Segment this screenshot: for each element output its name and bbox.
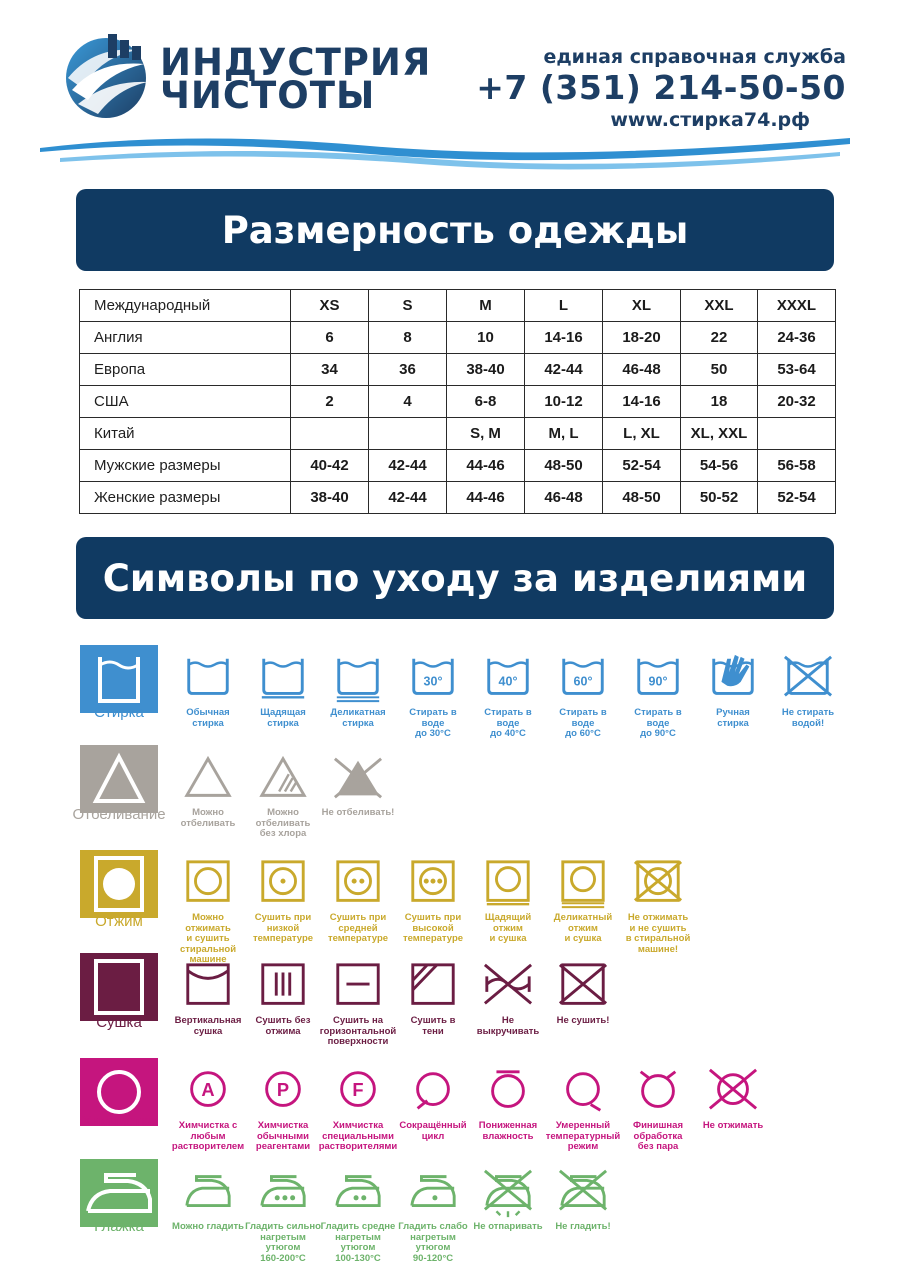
circle-top-bar-icon bbox=[482, 1066, 534, 1118]
size-cell: 46-48 bbox=[603, 354, 681, 386]
iron-two-dots-icon bbox=[332, 1167, 384, 1219]
size-row-label: Европа bbox=[80, 354, 291, 386]
care-symbol-caption: Не отпаривать bbox=[473, 1221, 543, 1232]
size-cell bbox=[369, 418, 447, 450]
size-cell: 48-50 bbox=[603, 482, 681, 514]
care-category-label: Глажка bbox=[94, 1218, 144, 1235]
care-symbol bbox=[468, 653, 548, 740]
care-symbol-caption: Сушить без отжима bbox=[255, 1015, 311, 1037]
care-category-1-icon bbox=[80, 745, 158, 813]
care-symbol bbox=[243, 1066, 323, 1153]
svg-text:30°: 30° bbox=[423, 674, 443, 689]
care-symbol-caption: Обычная стирка bbox=[186, 707, 230, 729]
company-name-line2: ЧИСТОТЫ bbox=[160, 74, 376, 117]
size-cell: 42-44 bbox=[525, 354, 603, 386]
circle-f-icon bbox=[332, 1066, 384, 1118]
care-symbol bbox=[318, 1167, 398, 1264]
size-row-label: Женские размеры bbox=[80, 482, 291, 514]
svg-text:60°: 60° bbox=[573, 674, 593, 689]
square-curve-icon bbox=[182, 961, 234, 1013]
size-row-label: Китай bbox=[80, 418, 291, 450]
care-symbol-caption: Не отбеливать! bbox=[321, 807, 395, 818]
size-cell: 50-52 bbox=[681, 482, 758, 514]
care-symbol-caption: Химчистка с любым растворителем bbox=[171, 1120, 245, 1152]
company-logo-icon bbox=[58, 30, 156, 122]
care-symbol-caption: Гладить сильно нагретым утюгом 160-200°С bbox=[245, 1221, 321, 1264]
size-cell: 10 bbox=[447, 322, 525, 354]
care-symbol bbox=[393, 858, 473, 945]
care-symbol-caption: Пониженная влажность bbox=[478, 1120, 538, 1142]
care-symbol bbox=[468, 858, 548, 945]
care-symbol bbox=[543, 858, 623, 945]
size-cell: 42-44 bbox=[369, 482, 447, 514]
tub-hand-icon bbox=[707, 653, 759, 705]
care-symbol bbox=[693, 653, 773, 729]
triangle-icon bbox=[182, 753, 234, 805]
care-symbol-caption: Сушить при высокой температуре bbox=[402, 912, 464, 944]
square-three-vertical-lines-icon bbox=[257, 961, 309, 1013]
circle-a-icon bbox=[182, 1066, 234, 1118]
care-symbol bbox=[693, 1066, 773, 1132]
square-circle-crossed-icon bbox=[632, 858, 684, 910]
size-cell: 36 bbox=[369, 354, 447, 386]
care-symbol-caption: Сокращённый цикл bbox=[399, 1120, 467, 1142]
size-cell: XL, XXL bbox=[681, 418, 758, 450]
tub-one-line-icon bbox=[257, 653, 309, 705]
size-cell: 44-46 bbox=[447, 450, 525, 482]
square-circle-two-lines-icon bbox=[557, 858, 609, 910]
care-symbol-caption: Щадящий отжим и сушка bbox=[484, 912, 532, 944]
size-cell: 10-12 bbox=[525, 386, 603, 418]
care-category-label: Сушка bbox=[96, 1014, 142, 1031]
website-link[interactable]: www.стирка74.рф bbox=[610, 109, 810, 131]
care-symbol-caption: Сушить при средней температуре bbox=[327, 912, 389, 944]
care-symbol bbox=[768, 653, 848, 729]
svg-text:P: P bbox=[276, 1078, 290, 1100]
care-symbol-caption: Гладить средне нагретым утюгом 100-130°С bbox=[320, 1221, 396, 1264]
care-symbol bbox=[468, 1167, 548, 1233]
care-symbol bbox=[393, 1167, 473, 1264]
care-symbol bbox=[168, 653, 248, 729]
care-symbol bbox=[243, 858, 323, 945]
care-symbol bbox=[318, 653, 398, 729]
care-symbol-caption: Умеренный температурный режим bbox=[545, 1120, 621, 1152]
size-cell: 22 bbox=[681, 322, 758, 354]
circle-crossed-icon bbox=[707, 1066, 759, 1118]
wave-decoration bbox=[40, 118, 850, 178]
square-circle-two-dots-icon bbox=[332, 858, 384, 910]
company-name-line1: ИНДУСТРИЯ bbox=[160, 41, 432, 84]
size-cell: XXXL bbox=[758, 290, 836, 322]
care-symbol bbox=[318, 858, 398, 945]
iron-crossed-icon bbox=[557, 1167, 609, 1219]
size-cell: XXL bbox=[681, 290, 758, 322]
size-cell: 34 bbox=[291, 354, 369, 386]
size-cell: 14-16 bbox=[603, 386, 681, 418]
care-symbol bbox=[543, 653, 623, 740]
size-row bbox=[80, 450, 836, 482]
care-symbol bbox=[468, 961, 548, 1037]
iron-one-dot-icon bbox=[407, 1167, 459, 1219]
care-symbol-caption: Стирать в воде до 90°С bbox=[634, 707, 682, 739]
care-category-0-icon bbox=[80, 645, 158, 713]
care-section-title: Символы по уходу за изделиями bbox=[76, 537, 834, 619]
care-symbol-caption: Сушить на горизонтальной поверхности bbox=[319, 1015, 397, 1047]
care-symbol bbox=[168, 1066, 248, 1153]
size-cell: S bbox=[369, 290, 447, 322]
size-row-label: Международный bbox=[80, 290, 291, 322]
care-symbol bbox=[393, 653, 473, 740]
size-cell: L bbox=[525, 290, 603, 322]
size-table bbox=[79, 289, 836, 514]
size-row-label: Англия bbox=[80, 322, 291, 354]
care-symbol bbox=[618, 653, 698, 740]
size-header-row bbox=[80, 290, 836, 322]
size-row-label: США bbox=[80, 386, 291, 418]
size-cell bbox=[758, 418, 836, 450]
square-circle-one-dot-icon bbox=[257, 858, 309, 910]
size-cell: 52-54 bbox=[603, 450, 681, 482]
care-category-label: Отбеливание bbox=[72, 806, 166, 823]
care-symbol bbox=[618, 1066, 698, 1153]
svg-text:F: F bbox=[352, 1078, 364, 1100]
care-category-label: Химчистка bbox=[81, 1113, 157, 1130]
care-symbol-caption: Стирать в воде до 60°С bbox=[559, 707, 607, 739]
care-symbol-caption: Вертикальная сушка bbox=[174, 1015, 242, 1037]
square-crossed-icon bbox=[557, 961, 609, 1013]
circle-bottom-bar-icon bbox=[407, 1066, 459, 1118]
size-row bbox=[80, 386, 836, 418]
size-cell: 4 bbox=[369, 386, 447, 418]
size-cell: 53-64 bbox=[758, 354, 836, 386]
care-symbol-caption: Гладить слабо нагретым утюгом 90-120°С bbox=[398, 1221, 468, 1264]
size-cell: L, XL bbox=[603, 418, 681, 450]
svg-text:A: A bbox=[201, 1078, 215, 1100]
size-cell: 6-8 bbox=[447, 386, 525, 418]
size-cell: 44-46 bbox=[447, 482, 525, 514]
size-cell: 46-48 bbox=[525, 482, 603, 514]
care-symbol-caption: Не выкручивать bbox=[476, 1015, 540, 1037]
care-symbol-caption: Химчистка обычными реагентами bbox=[255, 1120, 311, 1152]
square-diagonal-lines-icon bbox=[407, 961, 459, 1013]
size-cell: 38-40 bbox=[447, 354, 525, 386]
tub-60-icon bbox=[557, 653, 609, 705]
iron-steam-crossed-icon bbox=[482, 1167, 534, 1219]
care-category-2-icon bbox=[80, 850, 158, 918]
size-cell: 24-36 bbox=[758, 322, 836, 354]
care-symbol bbox=[168, 753, 248, 829]
size-row bbox=[80, 482, 836, 514]
size-row bbox=[80, 322, 836, 354]
tub-icon bbox=[182, 653, 234, 705]
size-row-label: Мужские размеры bbox=[80, 450, 291, 482]
care-symbol-caption: Можно гладить bbox=[172, 1221, 244, 1232]
care-symbol-caption: Не отжимать bbox=[702, 1120, 764, 1131]
care-symbol bbox=[618, 858, 698, 955]
care-symbol-caption: Не гладить! bbox=[555, 1221, 611, 1232]
iron-icon bbox=[182, 1167, 234, 1219]
size-cell: XL bbox=[603, 290, 681, 322]
square-horizontal-line-icon bbox=[332, 961, 384, 1013]
size-section-title: Размерность одежды bbox=[76, 189, 834, 271]
care-symbol bbox=[543, 961, 623, 1027]
care-symbol bbox=[243, 653, 323, 729]
size-cell: 38-40 bbox=[291, 482, 369, 514]
care-symbol-caption: Можно отбеливать без хлора bbox=[255, 807, 311, 839]
size-cell: 14-16 bbox=[525, 322, 603, 354]
tub-30-icon bbox=[407, 653, 459, 705]
care-symbol-caption: Можно отжимать и сушить стиральной машине bbox=[179, 912, 237, 965]
size-cell: M, L bbox=[525, 418, 603, 450]
size-cell bbox=[291, 418, 369, 450]
size-cell: 8 bbox=[369, 322, 447, 354]
company-name bbox=[160, 41, 432, 117]
size-cell: 2 bbox=[291, 386, 369, 418]
tub-crossed-icon bbox=[782, 653, 834, 705]
care-symbol-caption: Сушить при низкой температуре bbox=[252, 912, 314, 944]
care-symbol bbox=[318, 753, 398, 819]
size-cell: 54-56 bbox=[681, 450, 758, 482]
size-row bbox=[80, 418, 836, 450]
size-cell: M bbox=[447, 290, 525, 322]
size-cell: XS bbox=[291, 290, 369, 322]
svg-text:40°: 40° bbox=[498, 674, 518, 689]
care-symbol bbox=[318, 961, 398, 1048]
size-cell: S, M bbox=[447, 418, 525, 450]
care-symbol-caption: Не стирать водой! bbox=[781, 707, 835, 729]
phone-number: +7 (351) 214-50-50 bbox=[476, 68, 846, 107]
care-category-5-icon bbox=[80, 1159, 158, 1227]
circle-p-icon bbox=[257, 1066, 309, 1118]
circle-steam-bar-icon bbox=[632, 1066, 684, 1118]
care-symbol-caption: Стирать в воде до 40°С bbox=[484, 707, 532, 739]
iron-three-dots-icon bbox=[257, 1167, 309, 1219]
triangle-striped-icon bbox=[257, 753, 309, 805]
care-symbol-caption: Щадящая стирка bbox=[260, 707, 306, 729]
care-symbol bbox=[243, 753, 323, 840]
care-symbol bbox=[168, 961, 248, 1037]
svg-text:90°: 90° bbox=[648, 674, 668, 689]
twist-crossed-icon bbox=[482, 961, 534, 1013]
care-symbol-caption: Финишная обработка без пара bbox=[632, 1120, 683, 1152]
care-category-label: Отжим bbox=[95, 913, 143, 930]
care-symbol bbox=[168, 1167, 248, 1233]
care-symbol-caption: Можно отбеливать bbox=[180, 807, 236, 829]
care-symbol bbox=[243, 1167, 323, 1264]
size-cell: 18-20 bbox=[603, 322, 681, 354]
care-symbol-caption: Не отжимать и не сушить в стиральной машине! bbox=[625, 912, 691, 955]
size-cell: 50 bbox=[681, 354, 758, 386]
service-label: единая справочная служба bbox=[543, 46, 846, 68]
size-cell: 6 bbox=[291, 322, 369, 354]
care-symbol bbox=[468, 1066, 548, 1142]
tub-40-icon bbox=[482, 653, 534, 705]
care-symbol-caption: Не сушить! bbox=[556, 1015, 610, 1026]
care-category-label: Стирка bbox=[94, 704, 144, 721]
care-symbol bbox=[543, 1167, 623, 1233]
circle-diagonal-bar-icon bbox=[557, 1066, 609, 1118]
care-symbol-caption: Деликатная стирка bbox=[330, 707, 386, 729]
size-cell: 40-42 bbox=[291, 450, 369, 482]
care-symbol-caption: Стирать в воде до 30°С bbox=[409, 707, 457, 739]
care-symbol bbox=[393, 961, 473, 1037]
care-symbol bbox=[243, 961, 323, 1037]
care-symbol-caption: Сушить в тени bbox=[410, 1015, 456, 1037]
tub-two-lines-icon bbox=[332, 653, 384, 705]
size-row bbox=[80, 354, 836, 386]
size-cell: 42-44 bbox=[369, 450, 447, 482]
care-symbol-caption: Химчистка специальными растворителями bbox=[318, 1120, 398, 1152]
tub-90-icon bbox=[632, 653, 684, 705]
size-cell: 56-58 bbox=[758, 450, 836, 482]
square-circle-one-line-icon bbox=[482, 858, 534, 910]
care-symbol bbox=[168, 858, 248, 966]
size-cell: 52-54 bbox=[758, 482, 836, 514]
triangle-crossed-icon bbox=[332, 753, 384, 805]
size-cell: 18 bbox=[681, 386, 758, 418]
care-category-3-icon bbox=[80, 953, 158, 1021]
care-symbol bbox=[318, 1066, 398, 1153]
care-symbol bbox=[393, 1066, 473, 1142]
care-symbol bbox=[543, 1066, 623, 1153]
care-symbol-caption: Ручная стирка bbox=[716, 707, 750, 729]
size-cell: 48-50 bbox=[525, 450, 603, 482]
square-circle-three-dots-icon bbox=[407, 858, 459, 910]
square-circle-icon bbox=[182, 858, 234, 910]
size-cell: 20-32 bbox=[758, 386, 836, 418]
care-symbol-caption: Деликатный отжим и сушка bbox=[553, 912, 613, 944]
